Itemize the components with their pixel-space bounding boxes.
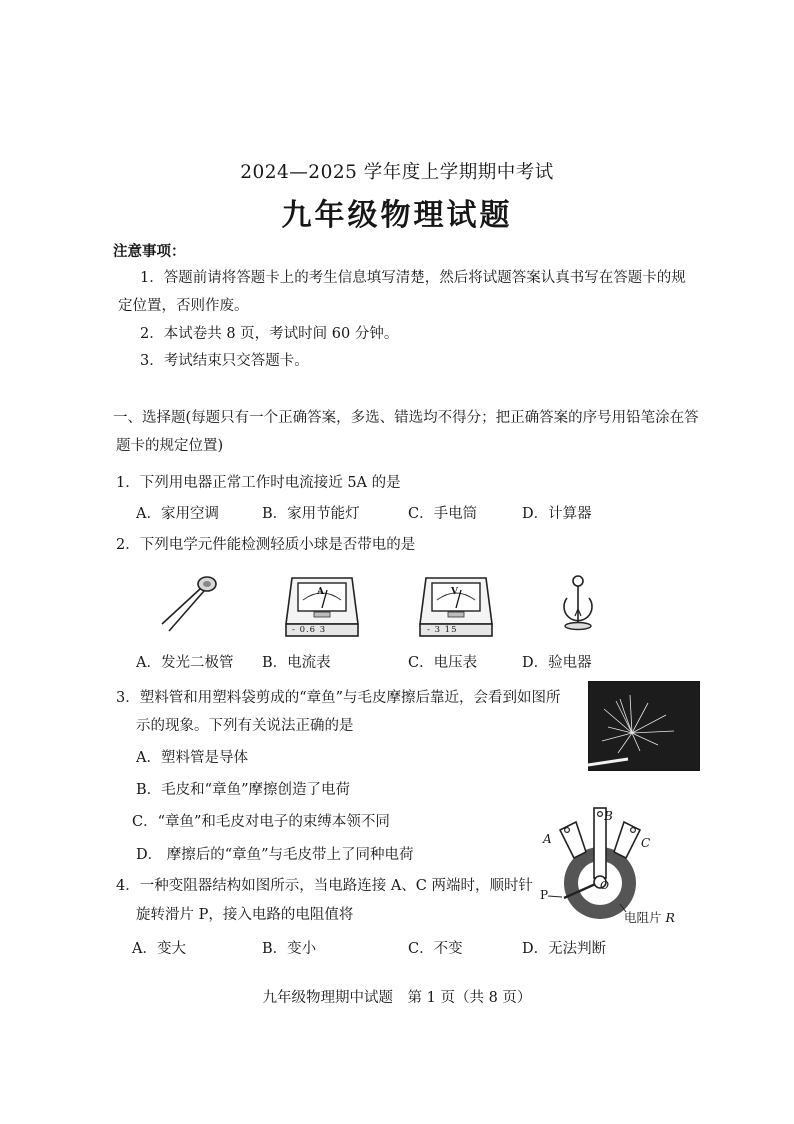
q3-option-c: C．“章鱼”和毛皮对电子的束缚本领不同 <box>132 814 390 830</box>
q4-option-a: A．变大 <box>132 941 186 957</box>
q4-option-c: C．不变 <box>408 941 463 957</box>
q3-stem: 3．塑料管和用塑料袋剪成的“章鱼”与毛皮摩擦后靠近，会看到如图所 <box>116 690 561 706</box>
rheostat-figure <box>530 800 700 930</box>
q1-option-c: C．手电筒 <box>408 506 478 522</box>
label-p: P <box>540 888 549 902</box>
led-figure <box>152 568 224 640</box>
voltmeter-terminal-labels: - 3 15 <box>427 625 458 635</box>
electroscope-figure <box>556 564 602 642</box>
q1-option-b: B．家用节能灯 <box>262 506 360 522</box>
q4-option-d: D．无法判断 <box>522 941 607 957</box>
ammeter-figure <box>284 570 360 640</box>
led-lead-long <box>162 589 200 624</box>
terminal-c <box>614 822 640 858</box>
q1-option-d: D．计算器 <box>522 506 592 522</box>
section1-heading: 一、选择题(每题只有一个正确答案，多选、错选均不得分；把正确答案的序号用铅笔涂在答 <box>113 410 699 426</box>
led-lead-short <box>169 591 204 631</box>
note-item-1-cont: 定位置，否则作废。 <box>118 298 249 314</box>
section1-heading-cont: 题卡的规定位置) <box>116 438 224 454</box>
q4-option-b: B．变小 <box>262 941 317 957</box>
q3-option-b: B．毛皮和“章鱼”摩擦创造了电荷 <box>136 782 350 798</box>
electroscope-ball <box>573 576 583 586</box>
q2-option-d: D．验电器 <box>522 655 592 671</box>
page-footer: 九年级物理期中试题 第 1 页（共 8 页） <box>262 990 532 1006</box>
q1-stem: 1．下列用电器正常工作时电流接近 5A 的是 <box>116 475 401 491</box>
q2-option-b: B．电流表 <box>262 655 331 671</box>
ammeter-symbol: A <box>317 587 324 597</box>
octopus-photo <box>588 681 700 771</box>
note-item-3: 3．考试结束只交答题卡。 <box>140 353 309 369</box>
electroscope-base <box>565 623 591 630</box>
q3-stem-cont: 示的现象。下列有关说法正确的是 <box>136 718 354 734</box>
exam-title: 九年级物理试题 <box>281 198 513 233</box>
photo-background <box>588 681 700 771</box>
q3-option-d: D． 摩擦后的“章鱼”与毛皮带上了同种电荷 <box>136 847 414 863</box>
q4-stem-cont: 旋转滑片 P，接入电路的电阻值将 <box>136 907 354 923</box>
label-c: C <box>641 836 651 850</box>
label-resistor-symbol: R <box>665 910 675 925</box>
label-resistor-text: 电阻片 <box>624 910 662 925</box>
notes-heading: 注意事项： <box>113 243 186 260</box>
ammeter-terminal-labels: - 0.6 3 <box>292 625 327 635</box>
q1-option-a: A．家用空调 <box>136 506 219 522</box>
note-item-2: 2．本试卷共 8 页，考试时间 60 分钟。 <box>140 326 399 342</box>
label-a: A <box>543 832 552 846</box>
terminal-a <box>560 822 586 858</box>
label-resistor <box>624 908 675 926</box>
q2-option-c: C．电压表 <box>408 655 478 671</box>
voltmeter-figure <box>418 570 494 640</box>
q3-option-a: A．塑料管是导体 <box>136 750 248 766</box>
q2-stem: 2．下列电学元件能检测轻质小球是否带电的是 <box>116 537 416 553</box>
exam-subtitle: 2024—2025 学年度上学期期中考试 <box>240 162 554 183</box>
q2-option-a: A．发光二极管 <box>136 655 234 671</box>
note-item-1: 1．答题前请将答题卡上的考生信息填写清楚，然后将试题答案认真书写在答题卡的规 <box>140 270 686 286</box>
label-b: B <box>604 809 613 823</box>
label-o: O <box>600 879 610 892</box>
voltmeter-symbol: V <box>451 587 458 597</box>
led-chip <box>203 581 211 587</box>
q4-stem: 4．一种变阻器结构如图所示，当电路连接 A、C 两端时，顺时针 <box>116 878 534 894</box>
